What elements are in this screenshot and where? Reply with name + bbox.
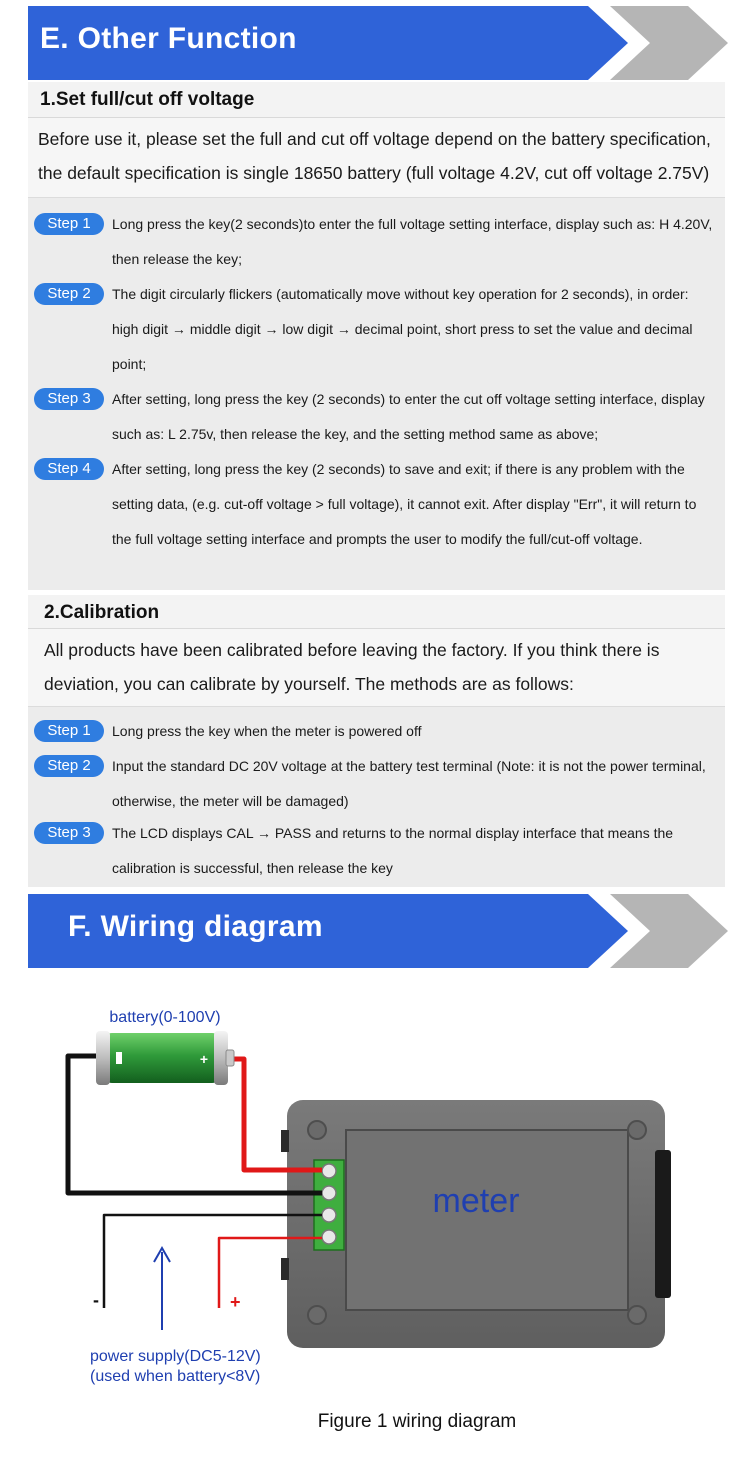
step-pill: Step 4 [34, 458, 104, 480]
section-f-banner [28, 894, 728, 968]
power-supply-label: power supply(DC5-12V) [90, 1348, 261, 1365]
terminal-block [314, 1160, 344, 1250]
step-text: Long press the key when the meter is powered off [112, 723, 422, 739]
step-text: After setting, long press the key (2 seconds) to save and exit; if there is any problem with the setting data, (e.g. cut-off voltage > full voltage), it cannot exit. After display "Err", it will return to the full voltage setting interface and prompts the user to modify the full/cut-off voltage. [112, 461, 697, 547]
meter-label: meter [432, 1182, 520, 1220]
step-pill: Step 1 [34, 720, 104, 742]
step-pill: Step 2 [34, 283, 104, 305]
step-pill: Step 3 [34, 822, 104, 844]
subsection-1-intro-box [28, 118, 725, 198]
step-text: Input the standard DC 20V voltage at the battery test terminal (Note: it is not the power terminal, otherwise, the meter will be damaged) [112, 758, 706, 809]
battery-label: battery(0-100V) [109, 1009, 221, 1026]
step-text: Long press the key(2 seconds)to enter the full voltage setting interface, display such as: H 4.20V, then release the key; [112, 216, 713, 267]
step-pill: Step 2 [34, 755, 104, 777]
arrow-up-icon [154, 1248, 170, 1330]
step-text: The digit circularly flickers (automatically move without key operation for 2 seconds), in order: high digit → middle digit → low digit → decimal point, short press to set the value and decimal point; [112, 286, 693, 372]
step-pill: Step 1 [34, 213, 104, 235]
section-e-title: E. Other Function [40, 22, 297, 55]
section-e-banner [28, 6, 728, 80]
subsection-1-intro: Before use it, please set the full and cut off voltage depend on the battery specification, the default specification is single 18650 battery (full voltage 4.2V, cut off voltage 2.75V) [38, 129, 711, 183]
subsection-2-intro-box [28, 629, 725, 707]
subsection-1-heading: 1.Set full/cut off voltage [40, 89, 255, 110]
subsection-1-header [28, 82, 725, 118]
power-plus-label: + [230, 1292, 241, 1312]
wiring-diagram [0, 990, 750, 1400]
section-f-title: F. Wiring diagram [68, 910, 323, 943]
svg-text:+: + [199, 1051, 209, 1067]
battery-icon [96, 1031, 234, 1085]
step-text: The LCD displays CAL → PASS and returns to the normal display interface that means the calibration is successful, then release the key [112, 825, 674, 876]
figure-caption: Figure 1 wiring diagram [317, 1411, 517, 1432]
step-pill: Step 3 [34, 388, 104, 410]
subsection-2-intro: All products have been calibrated before leaving the factory. If you think there is deviation, you can calibrate by yourself. The methods are as follows: [44, 640, 660, 694]
subsection-2-heading: 2.Calibration [44, 602, 160, 623]
power-supply-note: (used when battery<8V) [90, 1368, 261, 1385]
power-minus-label: - [93, 1290, 99, 1310]
step-text: After setting, long press the key (2 seconds) to enter the cut off voltage setting interface, display such as: L 2.75v, then release the key, and the setting method same as above; [112, 391, 705, 442]
subsection-2-header [28, 595, 725, 629]
